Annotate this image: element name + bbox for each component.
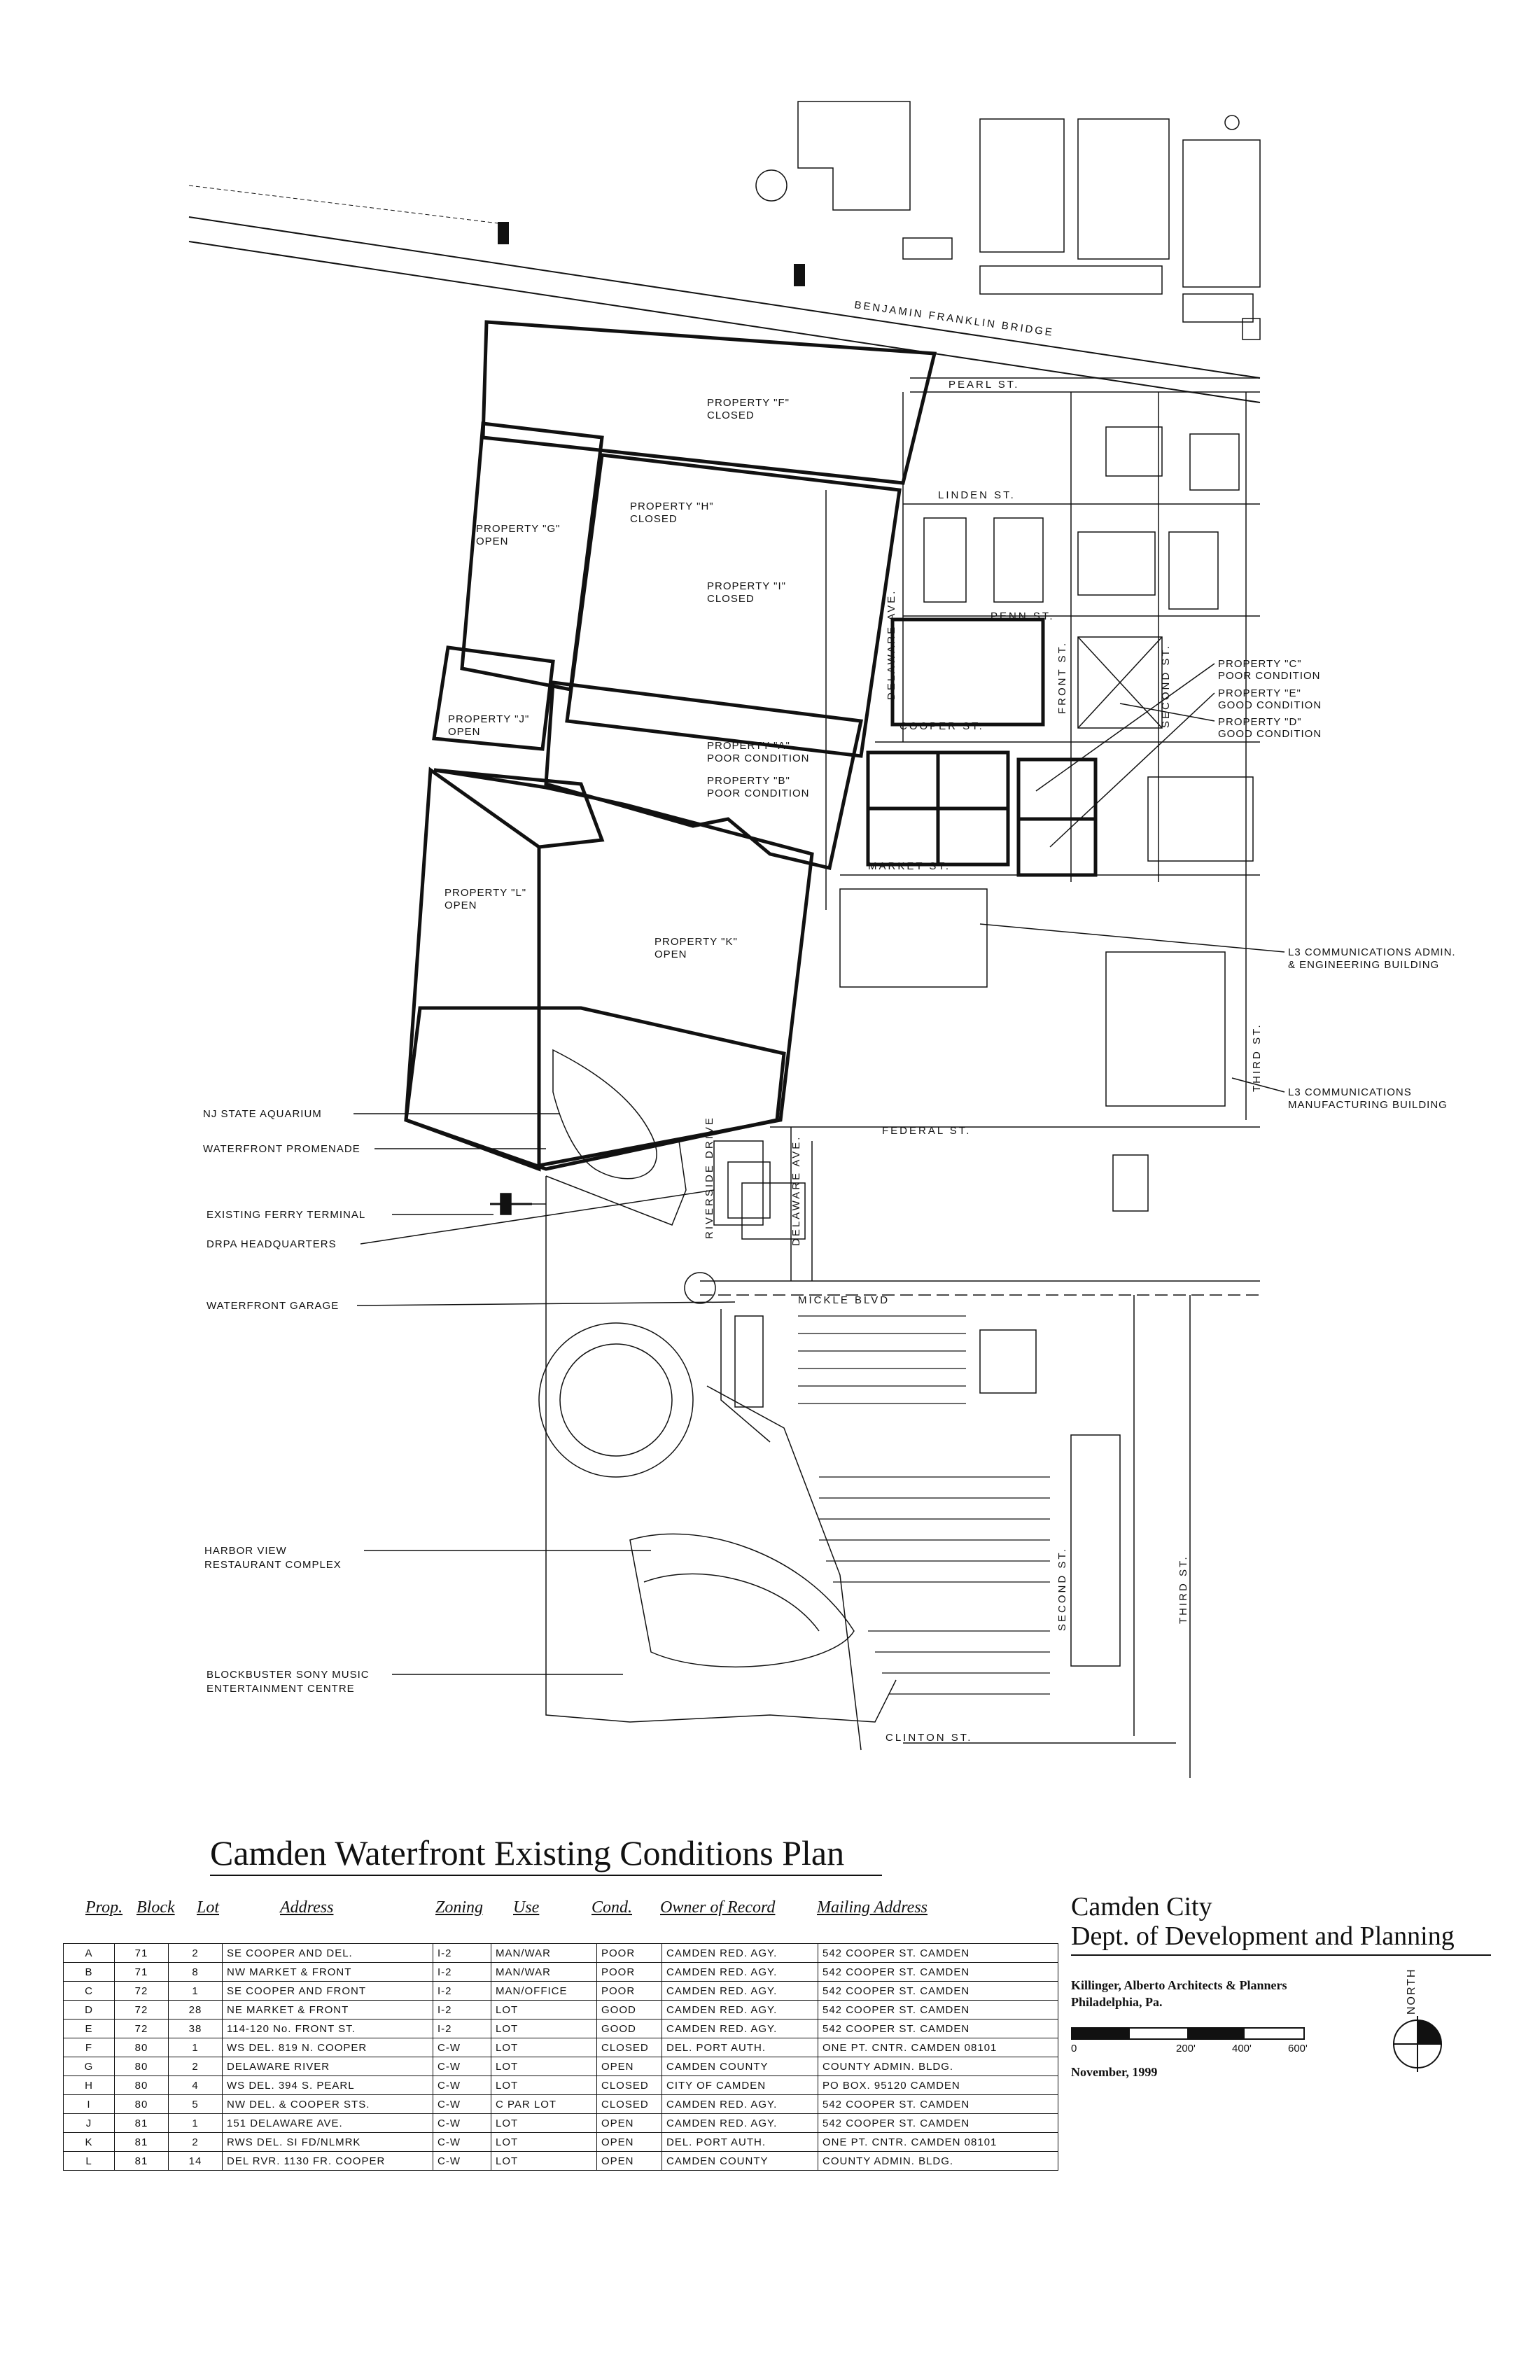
scale-label-400: 400' — [1232, 2043, 1252, 2054]
cell-lot: 5 — [169, 2095, 223, 2114]
architect-line2: Philadelphia, Pa. — [1071, 1995, 1163, 2009]
property-a-status: POOR CONDITION — [707, 752, 810, 764]
cell-lot: 1 — [169, 2114, 223, 2133]
col-header-zoning: Zoning — [435, 1898, 484, 1917]
property-i-label: PROPERTY "I" — [707, 580, 786, 592]
col-header-address: Address — [280, 1898, 334, 1917]
table-row — [64, 2019, 1058, 2038]
cell-use: LOT — [491, 2114, 597, 2133]
cell-zoning: I-2 — [433, 2001, 491, 2019]
cell-mailing: COUNTY ADMIN. BLDG. — [818, 2057, 1058, 2076]
callout-drpa: DRPA HEADQUARTERS — [206, 1238, 337, 1250]
cell-zoning: C-W — [433, 2095, 491, 2114]
cell-cond: OPEN — [597, 2057, 662, 2076]
cell-address: NW MARKET & FRONT — [223, 1963, 433, 1982]
property-g-boundary — [462, 424, 602, 690]
cell-block: 80 — [115, 2057, 169, 2076]
table-row — [64, 2152, 1058, 2171]
cell-address: 114-120 No. FRONT ST. — [223, 2019, 433, 2038]
cell-owner: DEL. PORT AUTH. — [662, 2038, 818, 2057]
col-header-mailing: Mailing Address — [817, 1898, 928, 1917]
col-header-cond: Cond. — [592, 1898, 633, 1917]
street-label-federal: FEDERAL ST. — [882, 1125, 972, 1137]
plan-date: November, 1999 — [1071, 2065, 1158, 2079]
cell-lot: 38 — [169, 2019, 223, 2038]
cell-zoning: C-W — [433, 2152, 491, 2171]
north-label: NORTH — [1406, 1968, 1418, 2015]
callout-l3-mfg-line2: MANUFACTURING BUILDING — [1288, 1099, 1448, 1111]
callout-l3-admin-line1: L3 COMMUNICATIONS ADMIN. — [1288, 946, 1456, 958]
property-l-lower — [406, 1008, 784, 1169]
callout-property-d-label: PROPERTY "D" — [1218, 716, 1302, 728]
table-row — [64, 2133, 1058, 2152]
cell-block: 71 — [115, 1944, 169, 1963]
callout-property-c-label: PROPERTY "C" — [1218, 658, 1302, 670]
scale-bar — [1071, 2027, 1305, 2040]
street-label-linden: LINDEN ST. — [938, 489, 1016, 501]
cell-prop: J — [64, 2114, 115, 2133]
table-row — [64, 1963, 1058, 1982]
street-label-bridge: BENJAMIN FRANKLIN BRIDGE — [853, 299, 1055, 340]
callout-promenade: WATERFRONT PROMENADE — [203, 1143, 360, 1155]
cell-block: 71 — [115, 1963, 169, 1982]
property-l-status: OPEN — [444, 899, 477, 911]
cell-block: 80 — [115, 2095, 169, 2114]
callout-l3-mfg-line1: L3 COMMUNICATIONS — [1288, 1086, 1412, 1098]
cell-cond: OPEN — [597, 2133, 662, 2152]
street-label-delaware-ave: DELAWARE AVE. — [886, 589, 897, 700]
cell-mailing: 542 COOPER ST. CAMDEN — [818, 2095, 1058, 2114]
cell-lot: 2 — [169, 2057, 223, 2076]
cell-prop: H — [64, 2076, 115, 2095]
north-city-blocks — [756, 102, 1260, 340]
cell-prop: L — [64, 2152, 115, 2171]
cell-mailing: 542 COOPER ST. CAMDEN — [818, 1944, 1058, 1963]
cell-cond: POOR — [597, 1963, 662, 1982]
cell-address: WS DEL. 819 N. COOPER — [223, 2038, 433, 2057]
property-b-label: PROPERTY "B" — [707, 775, 790, 787]
cell-mailing: COUNTY ADMIN. BLDG. — [818, 2152, 1058, 2171]
col-header-lot: Lot — [197, 1898, 220, 1917]
table-row — [64, 2114, 1058, 2133]
cell-use: LOT — [491, 2038, 597, 2057]
cell-cond: POOR — [597, 1944, 662, 1963]
cell-cond: CLOSED — [597, 2076, 662, 2095]
property-h-status: CLOSED — [630, 513, 678, 525]
property-lk-boundary — [434, 770, 812, 1166]
parking-stalls — [798, 1316, 1050, 1694]
cell-prop: B — [64, 1963, 115, 1982]
architect-line1: Killinger, Alberto Architects & Planners — [1071, 1978, 1287, 1992]
street-label-riverside: RIVERSIDE DRIVE — [704, 1116, 715, 1239]
cell-zoning: I-2 — [433, 1963, 491, 1982]
cell-cond: GOOD — [597, 2019, 662, 2038]
cell-lot: 2 — [169, 2133, 223, 2152]
scale-label-0: 0 — [1071, 2043, 1077, 2054]
cell-owner: CAMDEN COUNTY — [662, 2152, 818, 2171]
cell-lot: 4 — [169, 2076, 223, 2095]
left-leader-lines — [354, 1114, 735, 1674]
callout-aquarium: NJ STATE AQUARIUM — [203, 1108, 322, 1120]
table-row — [64, 1982, 1058, 2001]
cell-prop: D — [64, 2001, 115, 2019]
cell-block: 80 — [115, 2038, 169, 2057]
north-arrow-icon — [1390, 2016, 1446, 2072]
property-i-status: CLOSED — [707, 593, 755, 605]
property-b-boundary — [868, 752, 1008, 864]
property-c-boundary — [892, 620, 1043, 724]
callout-property-c-status: POOR CONDITION — [1218, 670, 1321, 682]
cell-address: WS DEL. 394 S. PEARL — [223, 2076, 433, 2095]
cell-owner: DEL. PORT AUTH. — [662, 2133, 818, 2152]
street-label-mickle: MICKLE BLVD — [798, 1294, 890, 1306]
property-h-label: PROPERTY "H" — [630, 500, 714, 512]
cell-lot: 2 — [169, 1944, 223, 1963]
cell-block: 81 — [115, 2152, 169, 2171]
plan-title: Camden Waterfront Existing Conditions Plan — [210, 1833, 882, 1876]
street-label-second-south: SECOND ST. — [1056, 1546, 1068, 1631]
property-k-label: PROPERTY "K" — [654, 936, 738, 948]
col-header-block: Block — [136, 1898, 175, 1917]
cell-zoning: C-W — [433, 2057, 491, 2076]
col-header-prop: Prop. — [85, 1898, 123, 1917]
cell-owner: CAMDEN RED. AGY. — [662, 1963, 818, 1982]
callout-property-e-label: PROPERTY "E" — [1218, 687, 1301, 699]
cell-prop: I — [64, 2095, 115, 2114]
property-j-status: OPEN — [448, 726, 481, 738]
cell-mailing: 542 COOPER ST. CAMDEN — [818, 1963, 1058, 1982]
cell-mailing: ONE PT. CNTR. CAMDEN 08101 — [818, 2038, 1058, 2057]
street-label-penn: PENN ST. — [990, 610, 1055, 622]
cell-use: C PAR LOT — [491, 2095, 597, 2114]
street-label-delaware-ave-south: DELAWARE AVE. — [790, 1135, 802, 1246]
scale-label-600: 600' — [1288, 2043, 1308, 2054]
callout-harbor-line1: HARBOR VIEW — [204, 1545, 287, 1557]
cell-owner: CAMDEN COUNTY — [662, 2057, 818, 2076]
cell-zoning: I-2 — [433, 2019, 491, 2038]
cell-cond: OPEN — [597, 2152, 662, 2171]
cell-owner: CITY OF CAMDEN — [662, 2076, 818, 2095]
table-row — [64, 2038, 1058, 2057]
cell-zoning: C-W — [433, 2038, 491, 2057]
agency-name-line1: Camden City — [1071, 1892, 1212, 1921]
cell-prop: C — [64, 1982, 115, 2001]
property-g-label: PROPERTY "G" — [476, 523, 561, 535]
col-header-use: Use — [513, 1898, 540, 1917]
cell-owner: CAMDEN RED. AGY. — [662, 2001, 818, 2019]
cell-address: SE COOPER AND DEL. — [223, 1944, 433, 1963]
cell-lot: 14 — [169, 2152, 223, 2171]
cell-owner: CAMDEN RED. AGY. — [662, 1944, 818, 1963]
callout-ferry: EXISTING FERRY TERMINAL — [206, 1209, 366, 1221]
cell-address: SE COOPER AND FRONT — [223, 1982, 433, 2001]
property-a-label: PROPERTY "A" — [707, 740, 790, 752]
cell-use: LOT — [491, 2152, 597, 2171]
table-row — [64, 2057, 1058, 2076]
cell-cond: CLOSED — [597, 2038, 662, 2057]
cell-use: LOT — [491, 2019, 597, 2038]
cell-mailing: 542 COOPER ST. CAMDEN — [818, 2001, 1058, 2019]
cell-block: 72 — [115, 2019, 169, 2038]
table-row — [64, 2076, 1058, 2095]
property-g-status: OPEN — [476, 536, 509, 547]
col-header-owner: Owner of Record — [660, 1898, 776, 1917]
cell-address: NW DEL. & COOPER STS. — [223, 2095, 433, 2114]
property-j-label: PROPERTY "J" — [448, 713, 530, 725]
cell-owner: CAMDEN RED. AGY. — [662, 2019, 818, 2038]
cell-lot: 28 — [169, 2001, 223, 2019]
cell-prop: A — [64, 1944, 115, 1963]
street-label-front: FRONT ST. — [1056, 640, 1068, 714]
callout-sony-line2: ENTERTAINMENT CENTRE — [206, 1683, 355, 1695]
callout-property-d-status: GOOD CONDITION — [1218, 728, 1322, 740]
street-label-second: SECOND ST. — [1160, 643, 1172, 728]
cell-use: LOT — [491, 2001, 597, 2019]
cell-mailing: PO BOX. 95120 CAMDEN — [818, 2076, 1058, 2095]
cell-use: MAN/WAR — [491, 1963, 597, 1982]
cell-prop: G — [64, 2057, 115, 2076]
callout-harbor-line2: RESTAURANT COMPLEX — [204, 1559, 342, 1571]
cell-address: DELAWARE RIVER — [223, 2057, 433, 2076]
cell-use: MAN/OFFICE — [491, 1982, 597, 2001]
street-label-clinton: CLINTON ST. — [886, 1732, 973, 1744]
cell-prop: F — [64, 2038, 115, 2057]
street-label-third-south: THIRD ST. — [1177, 1555, 1189, 1624]
scale-label-200: 200' — [1176, 2043, 1196, 2054]
cell-use: LOT — [491, 2057, 597, 2076]
cell-mailing: 542 COOPER ST. CAMDEN — [818, 2114, 1058, 2133]
cell-lot: 8 — [169, 1963, 223, 1982]
cell-zoning: I-2 — [433, 1944, 491, 1963]
cell-cond: GOOD — [597, 2001, 662, 2019]
property-l-label: PROPERTY "L" — [444, 887, 527, 899]
cell-block: 72 — [115, 1982, 169, 2001]
property-f-label: PROPERTY "F" — [707, 397, 790, 409]
street-label-third: THIRD ST. — [1251, 1023, 1263, 1092]
cell-prop: K — [64, 2133, 115, 2152]
property-f-status: CLOSED — [707, 410, 755, 421]
cell-zoning: C-W — [433, 2076, 491, 2095]
street-label-pearl: PEARL ST. — [948, 379, 1020, 391]
cell-cond: OPEN — [597, 2114, 662, 2133]
cell-address: 151 DELAWARE AVE. — [223, 2114, 433, 2133]
cell-address: NE MARKET & FRONT — [223, 2001, 433, 2019]
table-row — [64, 2095, 1058, 2114]
cell-mailing: 542 COOPER ST. CAMDEN — [818, 1982, 1058, 2001]
cell-mailing: 542 COOPER ST. CAMDEN — [818, 2019, 1058, 2038]
callout-l3-admin-line2: & ENGINEERING BUILDING — [1288, 959, 1440, 971]
cell-block: 81 — [115, 2114, 169, 2133]
cell-lot: 1 — [169, 1982, 223, 2001]
property-b-status: POOR CONDITION — [707, 788, 810, 799]
cell-address: RWS DEL. SI FD/NLMRK — [223, 2133, 433, 2152]
cell-zoning: C-W — [433, 2133, 491, 2152]
cell-cond: POOR — [597, 1982, 662, 2001]
cell-block: 72 — [115, 2001, 169, 2019]
cell-address: DEL RVR. 1130 FR. COOPER — [223, 2152, 433, 2171]
agency-name-line2: Dept. of Development and Planning — [1071, 1921, 1491, 1956]
callout-garage: WATERFRONT GARAGE — [206, 1300, 340, 1312]
cell-block: 81 — [115, 2133, 169, 2152]
cell-zoning: C-W — [433, 2114, 491, 2133]
cell-use: LOT — [491, 2076, 597, 2095]
table-row — [64, 2001, 1058, 2019]
street-label-market: MARKET ST. — [868, 860, 951, 872]
cell-owner: CAMDEN RED. AGY. — [662, 1982, 818, 2001]
cell-mailing: ONE PT. CNTR. CAMDEN 08101 — [818, 2133, 1058, 2152]
table-row — [64, 1944, 1058, 1963]
cell-block: 80 — [115, 2076, 169, 2095]
property-l-boundary — [406, 770, 539, 1169]
property-hi-boundary — [567, 455, 899, 756]
cell-lot: 1 — [169, 2038, 223, 2057]
cell-owner: CAMDEN RED. AGY. — [662, 2114, 818, 2133]
callout-sony-line1: BLOCKBUSTER SONY MUSIC — [206, 1669, 370, 1681]
cell-use: LOT — [491, 2133, 597, 2152]
cell-prop: E — [64, 2019, 115, 2038]
callout-property-e-status: GOOD CONDITION — [1218, 699, 1322, 711]
cell-owner: CAMDEN RED. AGY. — [662, 2095, 818, 2114]
property-k-status: OPEN — [654, 948, 687, 960]
property-table — [63, 1943, 1058, 2171]
cell-use: MAN/WAR — [491, 1944, 597, 1963]
cell-cond: CLOSED — [597, 2095, 662, 2114]
cell-zoning: I-2 — [433, 1982, 491, 2001]
street-label-cooper: COOPER ST. — [899, 720, 984, 732]
